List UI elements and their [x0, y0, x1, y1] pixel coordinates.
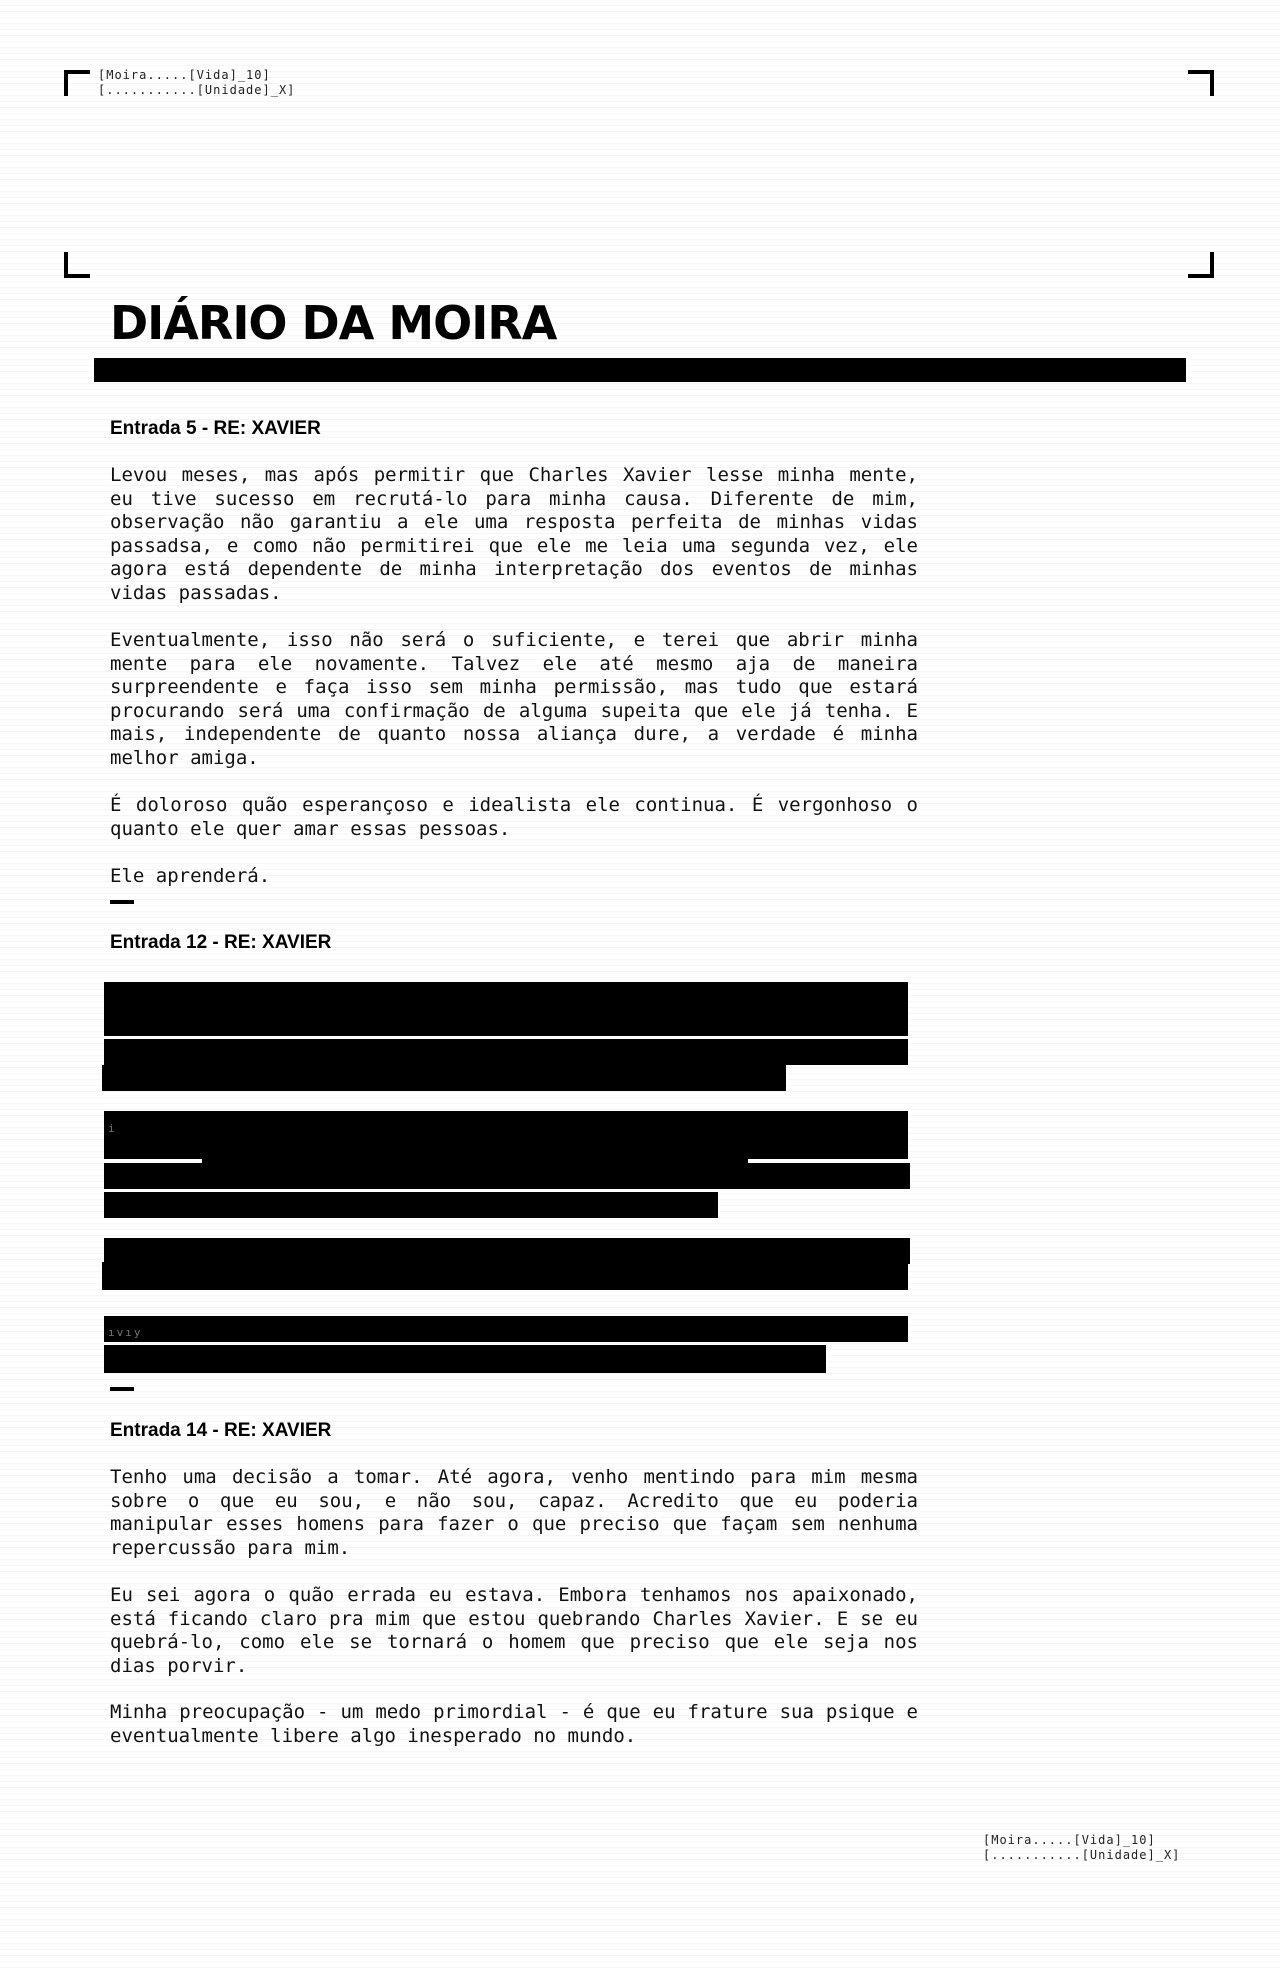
entry-14-paragraph-3: Minha preocupação - um medo primordial - é que eu frature sua psique e eventualmente libere algo inesperado no mundo. — [110, 1701, 918, 1747]
header-tag-line2: [...........[Unidade]_X] — [98, 83, 296, 97]
entry-5-paragraph-2: Eventualmente, isso não será o suficiente, e terei que abrir minha mente para ele novamente. Talvez ele até mesmo aja de maneira surpreendente e faça isso sem minha permissão, mas tudo que estará procurando será uma confirmação de alguma supeita que ele já tenha. E mais, independente de quanto nossa aliança dure, a verdade é minha melhor amiga. — [110, 629, 918, 769]
redaction-bar — [104, 1238, 910, 1264]
footer-tag-line2: [...........[Unidade]_X] — [983, 1848, 1181, 1862]
entry-5-paragraph-1: Levou meses, mas após permitir que Charles Xavier lesse minha mente, eu tive sucesso em recrutá-lo para minha causa. Diferente de mim, observação não garantiu a ele uma resposta perfeita de minhas vidas passadsa, e como não permitirei que ele me leia uma segunda vez, ele agora está dependente de minha interpretação dos eventos de minhas vidas passadas. — [110, 464, 918, 604]
page-title: DIÁRIO DA MOIRA — [110, 296, 557, 350]
title-underline-bar — [94, 358, 1186, 382]
redaction-fragment: i — [108, 1122, 117, 1135]
redaction-bar — [102, 1065, 786, 1091]
redaction-bar — [102, 1262, 908, 1290]
entry-14-heading: Entrada 14 - RE: XAVIER — [110, 1420, 332, 1441]
redaction-bar — [104, 1192, 718, 1218]
redaction-bar — [104, 1345, 826, 1373]
entry-5-paragraph-3: É doloroso quão esperançoso e idealista ele continua. É vergonhoso o quanto ele quer amar essas pessoas. — [110, 794, 918, 840]
entry-5-end-dash — [110, 900, 134, 904]
entry-12-end-dash — [110, 1387, 134, 1391]
entry-14-paragraph-1: Tenho uma decisão a tomar. Até agora, venho mentindo para mim mesma sobre o que eu sou, e não sou, capaz. Acredito que eu poderia manipular esses homens para fazer o que preciso que façam sem nenhuma repercussão para mim. — [110, 1466, 918, 1559]
redaction-bar — [104, 1163, 910, 1189]
entry-12-heading: Entrada 12 - RE: XAVIER — [110, 932, 332, 953]
redaction-fragment: ıvıy — [108, 1326, 143, 1339]
footer-tag — [983, 1833, 1180, 1863]
redaction-bar — [104, 982, 908, 1036]
redaction-bar — [104, 1039, 908, 1065]
redaction-bar — [104, 1316, 908, 1342]
redaction-bar — [104, 1111, 908, 1159]
corner-bracket-top-left — [64, 70, 90, 96]
corner-bracket-bottom-right — [1188, 252, 1214, 278]
entry-5-paragraph-4: Ele aprenderá. — [110, 865, 271, 887]
corner-bracket-top-right — [1188, 70, 1214, 96]
footer-tag-line1: [Moira.....[Vida]_10] — [983, 1833, 1156, 1847]
header-tag — [98, 68, 295, 98]
entry-5-heading: Entrada 5 - RE: XAVIER — [110, 418, 321, 439]
header-tag-line1: [Moira.....[Vida]_10] — [98, 68, 271, 82]
corner-bracket-bottom-left — [64, 252, 90, 278]
entry-14-paragraph-2: Eu sei agora o quão errada eu estava. Embora tenhamos nos apaixonado, está ficando claro pra mim que estou quebrando Charles Xavier. E se eu quebrá-lo, como ele se tornará o homem que preciso que ele seja nos dias porvir. — [110, 1584, 918, 1677]
